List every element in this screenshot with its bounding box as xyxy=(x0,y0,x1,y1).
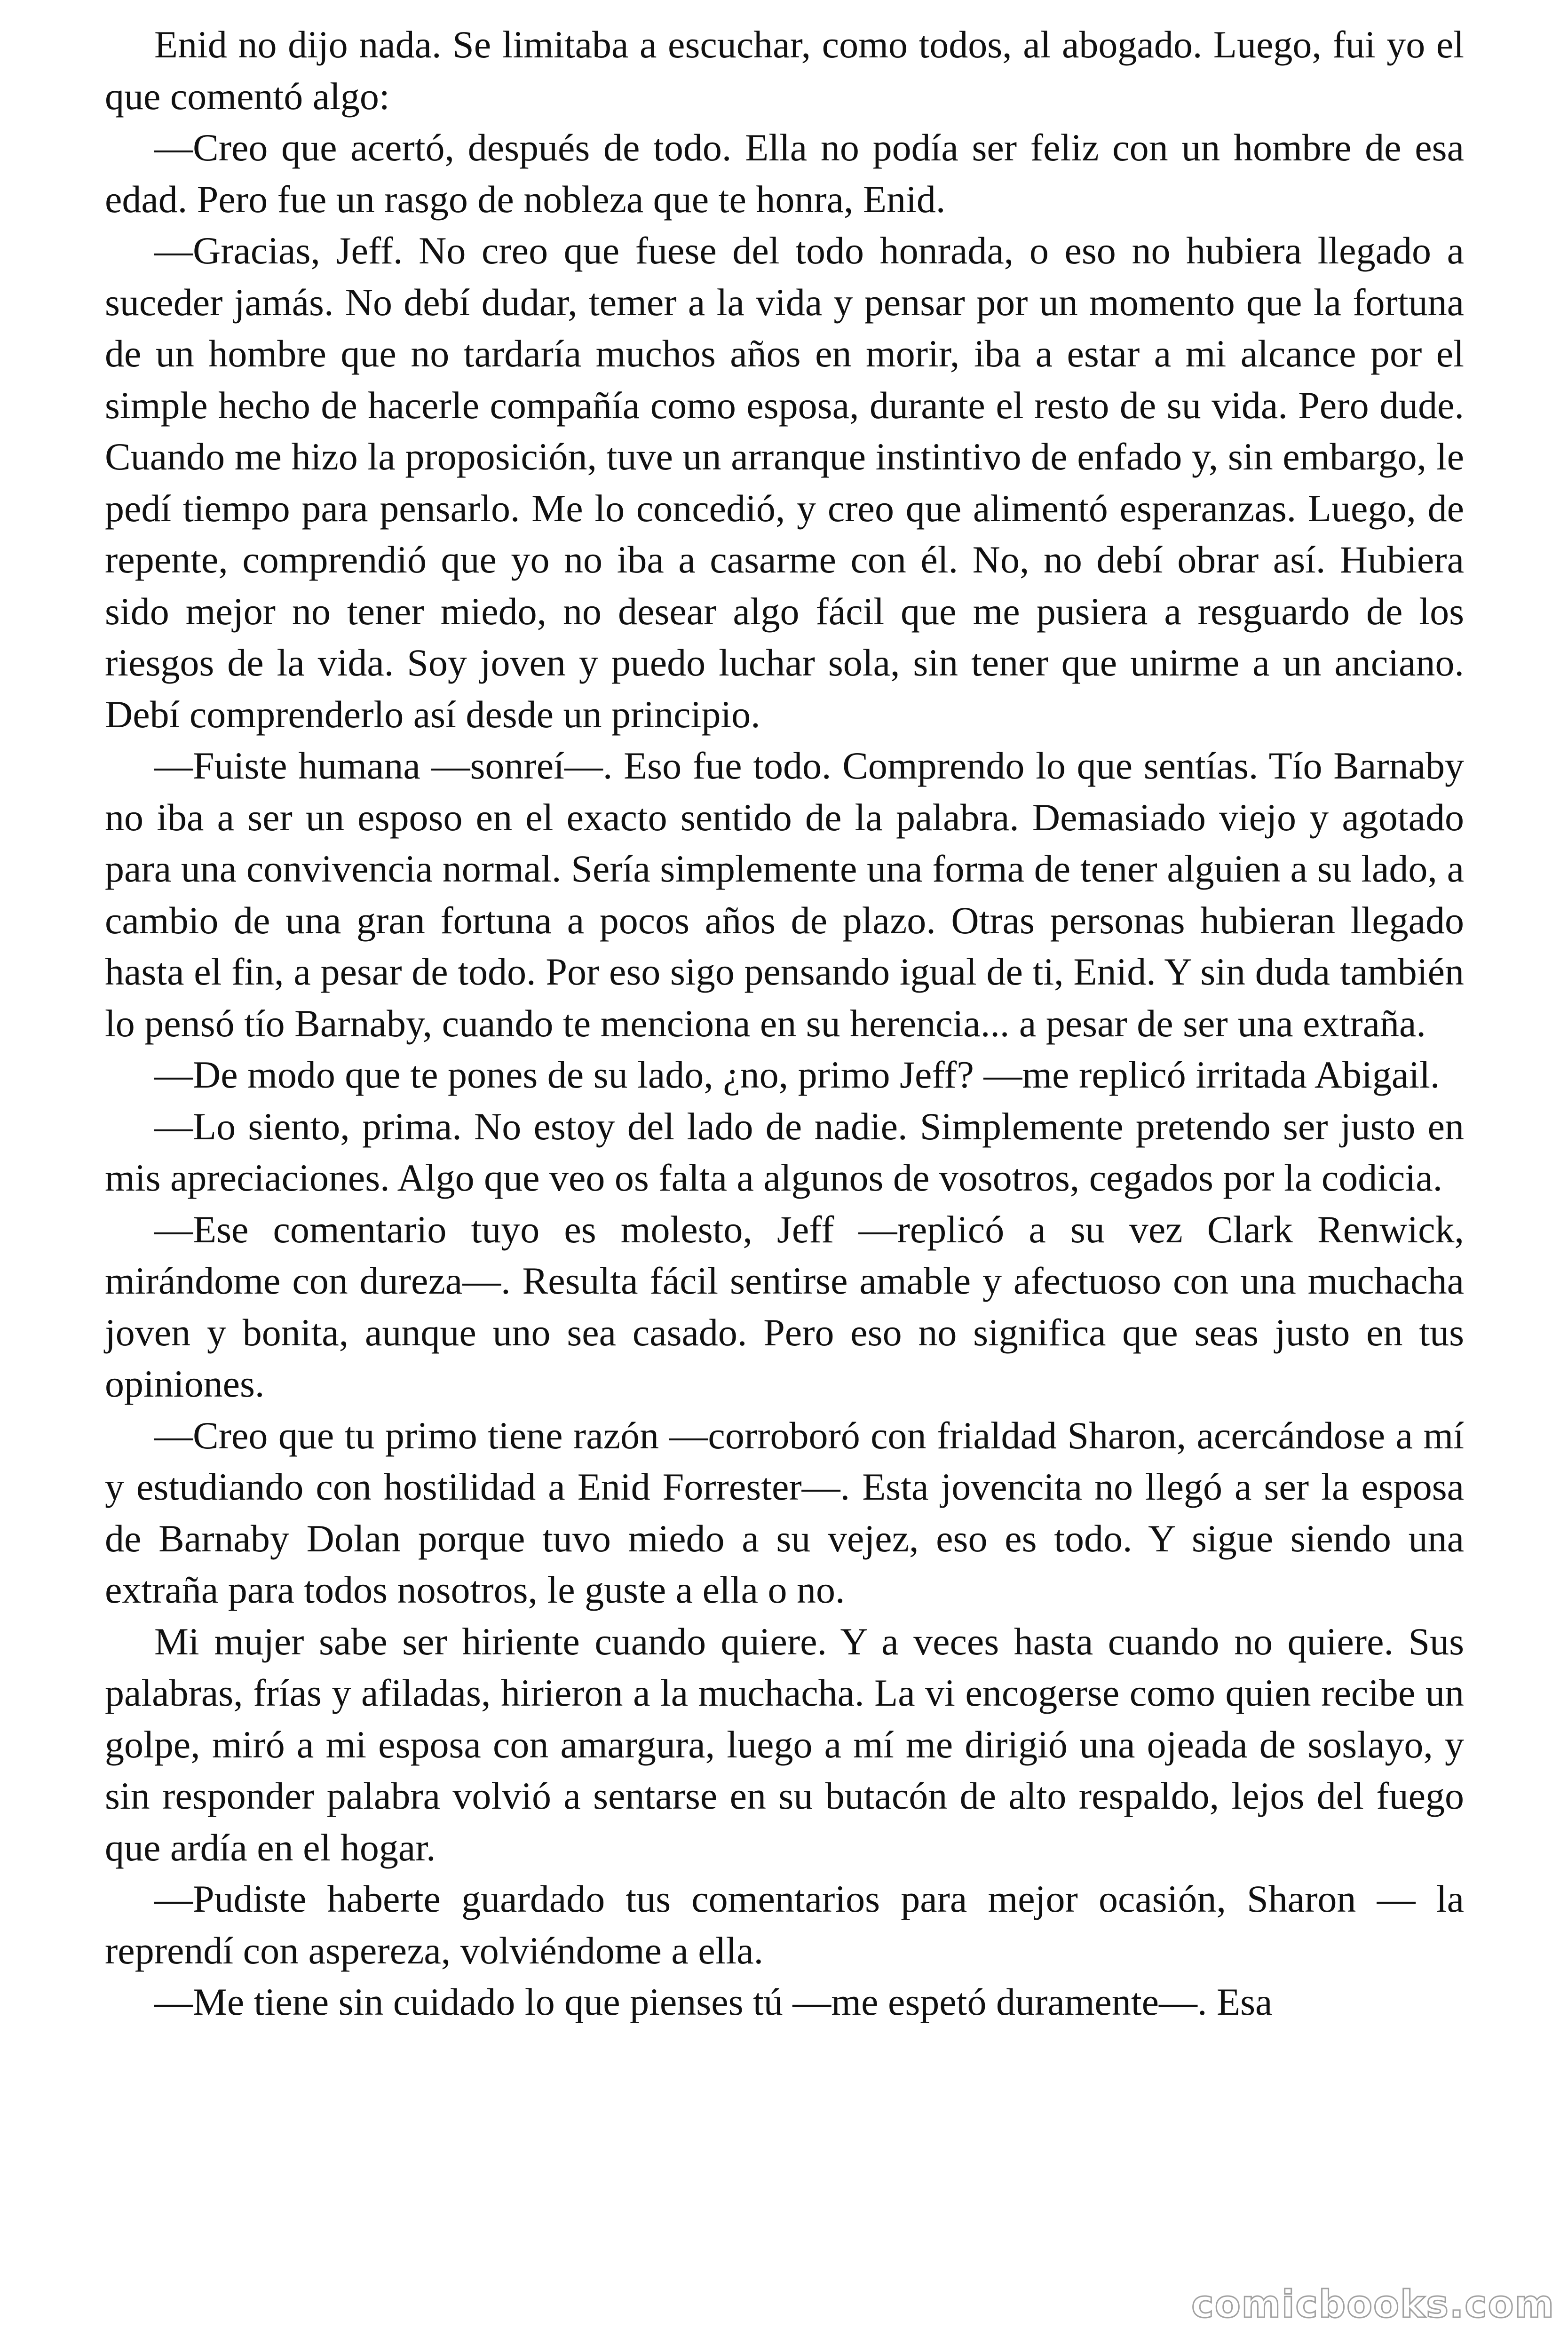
paragraph: —Ese comentario tuyo es molesto, Jeff —replicó a su vez Clark Renwick, mirándome con dureza—. Resulta fácil sentirse amable y afectuoso con una muchacha joven y bonita, aunque uno sea casado. Pero eso no significa que seas justo en tus opiniones. xyxy=(105,1208,1464,1405)
paragraph: Enid no dijo nada. Se limitaba a escuchar, como todos, al abogado. Luego, fui yo el que comentó algo: xyxy=(105,23,1464,118)
paragraph: —Creo que tu primo tiene razón —corroboró con frialdad Sharon, acercándose a mí y estudiando con hostilidad a Enid Forrester—. Esta jovencita no llegó a ser la esposa de Barnaby Dolan porque tuvo miedo a su vejez, eso es todo. Y sigue siendo una extraña para todos nosotros, le guste a ella o no. xyxy=(105,1414,1464,1611)
paragraph: —Creo que acertó, después de todo. Ella no podía ser feliz con un hombre de esa edad. Pero fue un rasgo de nobleza que te honra, Enid. xyxy=(105,126,1464,221)
paragraph: Mi mujer sabe ser hiriente cuando quiere. Y a veces hasta cuando no quiere. Sus palabras, frías y afiladas, hirieron a la muchacha. La vi encogerse como quien recibe un golpe, miró a mi esposa con amargura, luego a mí me dirigió una ojeada de soslayo, y sin responder palabra volvió a sentarse en su butacón de alto respaldo, lejos del fuego que ardía en el hogar. xyxy=(105,1620,1464,1869)
paragraph: —Lo siento, prima. No estoy del lado de nadie. Simplemente pretendo ser justo en mis apreciaciones. Algo que veo os falta a algunos de vosotros, cegados por la codicia. xyxy=(105,1104,1464,1199)
paragraph: —Fuiste humana —sonreí—. Eso fue todo. Comprendo lo que sentías. Tío Barnaby no iba a ser un esposo en el exacto sentido de la palabra. Demasiado viejo y agotado para una convivencia normal. Sería simplemente una forma de tener alguien a su lado, a cambio de una gran fortuna a pocos años de plazo. Otras personas hubieran llegado hasta el fin, a pesar de todo. Por eso sigo pensando igual de ti, Enid. Y sin duda también lo pensó tío Barnaby, cuando te menciona en su herencia... a pesar de ser una extraña. xyxy=(105,744,1464,1045)
watermark: comicbooks.com xyxy=(1191,2282,1555,2326)
paragraph: —Pudiste haberte guardado tus comentarios para mejor ocasión, Sharon — la reprendí con aspereza, volviéndome a ella. xyxy=(105,1877,1464,1972)
paragraph: —De modo que te pones de su lado, ¿no, primo Jeff? —me replicó irritada Abigail. xyxy=(154,1053,1440,1096)
book-page xyxy=(105,19,1464,2028)
paragraph: —Me tiene sin cuidado lo que pienses tú —me espetó duramente—. Esa xyxy=(154,1980,1273,2023)
paragraph: —Gracias, Jeff. No creo que fuese del todo honrada, o eso no hubiera llegado a suceder jamás. No debí dudar, temer a la vida y pensar por un momento que la fortuna de un hombre que no tardaría muchos años en morir, iba a estar a mi alcance por el simple hecho de hacerle compañía como esposa, durante el resto de su vida. Pero dude. Cuando me hizo la proposición, tuve un arranque instintivo de enfado y, sin embargo, le pedí tiempo para pensarlo. Me lo concedió, y creo que alimentó esperanzas. Luego, de repente, comprendió que yo no iba a casarme con él. No, no debí obrar así. Hubiera sido mejor no tener miedo, no desear algo fácil que me pusiera a resguardo de los riesgos de la vida. Soy joven y puedo luchar sola, sin tener que unirme a un anciano. Debí comprenderlo así desde un principio. xyxy=(105,229,1464,736)
